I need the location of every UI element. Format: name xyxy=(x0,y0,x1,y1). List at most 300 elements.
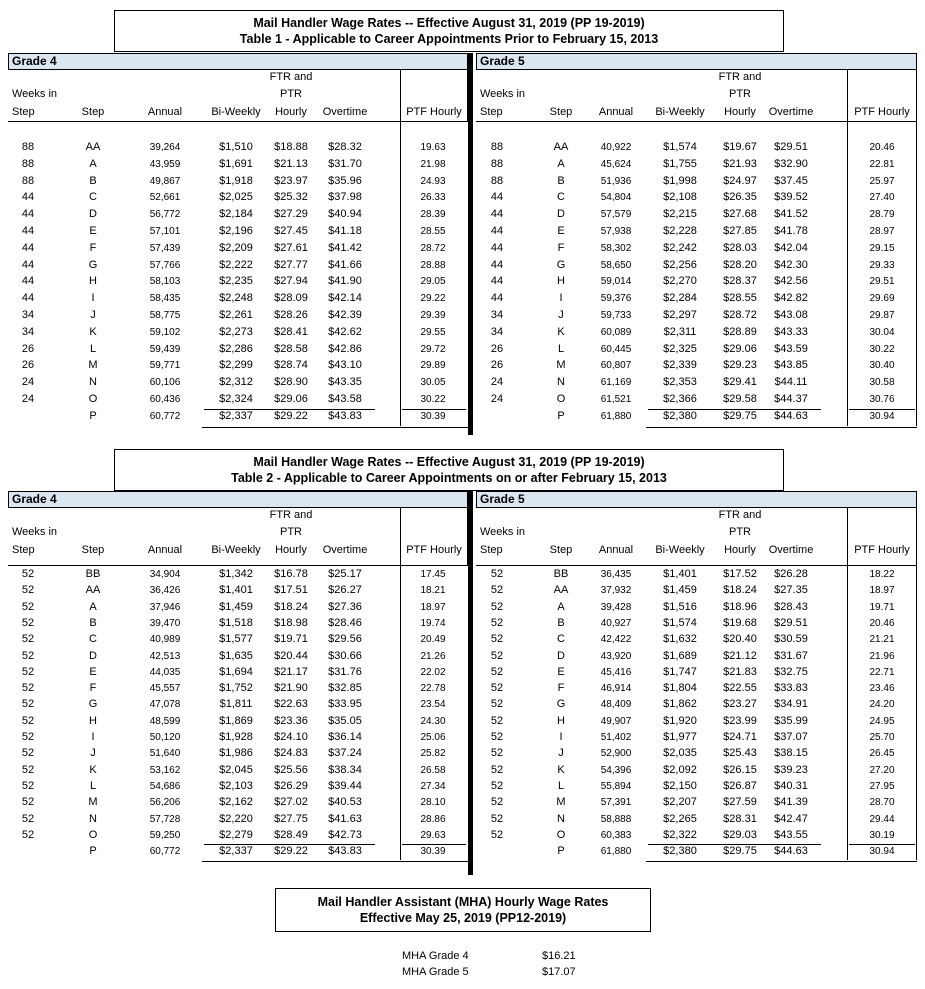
cell-step: O xyxy=(556,828,566,841)
cell-step: E xyxy=(557,665,565,678)
cell-weeks: 44 xyxy=(21,258,35,271)
mha-label: MHA Grade 4 xyxy=(402,950,469,962)
cell-step: O xyxy=(88,828,98,841)
cell-ptf: 30.94 xyxy=(869,410,895,422)
cell-ptf: 25.06 xyxy=(420,732,446,743)
cell-step: M xyxy=(556,359,566,372)
cell-weeks: 24 xyxy=(490,376,504,389)
step-header: Step xyxy=(549,106,573,118)
cell-annual: 55,894 xyxy=(600,780,632,792)
cell-overtime: $28.32 xyxy=(328,141,362,153)
cell-biweekly: $2,108 xyxy=(663,191,697,204)
cell-biweekly: $1,928 xyxy=(219,731,253,743)
cell-annual: 54,804 xyxy=(600,192,632,204)
cell-ptf: 18.97 xyxy=(869,585,895,597)
cell-ptf: 28.70 xyxy=(869,797,895,809)
cell-annual: 61,880 xyxy=(600,846,632,858)
cell-ptf: 30.05 xyxy=(420,377,446,389)
cell-weeks: 52 xyxy=(490,584,504,597)
cell-ptf: 30.39 xyxy=(420,410,446,422)
cell-annual: 58,775 xyxy=(149,310,181,321)
cell-annual: 59,439 xyxy=(149,343,181,355)
cell-overtime: $32.75 xyxy=(774,665,808,678)
table-row xyxy=(8,274,468,289)
cell-ptf: 27.20 xyxy=(869,764,895,776)
cell-step: N xyxy=(89,812,97,825)
cell-hourly: $18.24 xyxy=(723,584,757,597)
cell-step: E xyxy=(89,665,97,678)
cell-hourly: $29.58 xyxy=(723,393,757,405)
table-row xyxy=(476,828,917,843)
grade-header: Grade 4 xyxy=(8,491,468,508)
cell-weeks: 52 xyxy=(21,779,35,792)
ptr-header: PTR xyxy=(280,88,302,100)
cell-step: B xyxy=(557,616,565,629)
cell-biweekly: $2,270 xyxy=(663,275,697,288)
cell-biweekly: $1,691 xyxy=(219,157,253,170)
cell-hourly: $18.88 xyxy=(274,141,308,153)
cell-overtime: $40.53 xyxy=(328,796,362,809)
cell-weeks: 52 xyxy=(490,633,504,646)
cell-step: H xyxy=(89,275,97,288)
cell-hourly: $26.87 xyxy=(723,779,757,792)
table-row xyxy=(8,567,468,582)
cell-hourly: $18.24 xyxy=(274,600,308,613)
cell-ptf: 29.15 xyxy=(869,242,895,254)
cell-weeks: 44 xyxy=(490,275,504,288)
cell-hourly: $28.74 xyxy=(274,359,308,372)
cell-weeks: 52 xyxy=(490,649,504,662)
table-row xyxy=(476,697,917,712)
cell-biweekly: $1,752 xyxy=(219,682,253,695)
cell-step: BB xyxy=(85,568,101,580)
cell-overtime: $39.52 xyxy=(774,191,808,204)
cell-biweekly: $1,632 xyxy=(663,633,697,646)
hourly-header: Hourly xyxy=(724,106,756,118)
cell-ptf: 28.97 xyxy=(869,226,895,237)
cell-weeks: 52 xyxy=(490,763,504,776)
cell-biweekly: $1,518 xyxy=(219,616,253,629)
cell-overtime: $26.27 xyxy=(328,584,362,597)
cell-biweekly: $2,353 xyxy=(663,376,697,389)
biweekly-header: Bi-Weekly xyxy=(211,106,261,118)
cell-biweekly: $2,339 xyxy=(663,359,697,372)
cell-biweekly: $2,322 xyxy=(663,828,697,841)
cell-step: A xyxy=(557,157,565,170)
ptr-header: PTR xyxy=(280,526,302,538)
cell-hourly: $18.98 xyxy=(274,616,308,629)
table-row xyxy=(8,632,468,647)
cell-hourly: $28.37 xyxy=(723,275,757,288)
cell-biweekly: $1,998 xyxy=(663,174,697,187)
table-row xyxy=(476,174,917,189)
table-row xyxy=(8,763,468,778)
cell-annual: 52,661 xyxy=(149,192,181,204)
total-underline xyxy=(648,844,712,845)
cell-ptf: 27.40 xyxy=(869,192,895,204)
cell-hourly: $16.78 xyxy=(274,568,308,580)
cell-ptf: 29.05 xyxy=(420,276,446,288)
cell-step: B xyxy=(557,174,565,187)
cell-ptf: 29.87 xyxy=(869,310,895,321)
table2-grade4-panel xyxy=(8,491,468,875)
cell-weeks: 44 xyxy=(490,191,504,204)
cell-overtime: $33.95 xyxy=(328,698,362,711)
cell-ptf: 27.95 xyxy=(869,780,895,792)
cell-biweekly: $1,510 xyxy=(219,141,253,153)
cell-annual: 46,914 xyxy=(600,683,632,695)
ptf-hourly-header: PTF Hourly xyxy=(406,106,462,118)
table-row xyxy=(8,714,468,729)
cell-weeks: 26 xyxy=(490,359,504,372)
cell-ptf: 28.79 xyxy=(869,209,895,221)
header-bottom-line xyxy=(8,121,468,122)
table-row xyxy=(476,600,917,615)
ptf-left-line xyxy=(400,565,401,860)
ptf-header-box xyxy=(847,508,917,566)
cell-hourly: $25.43 xyxy=(723,747,757,760)
cell-step: P xyxy=(89,409,97,422)
cell-overtime: $42.62 xyxy=(328,325,362,338)
weeks-in-header: Weeks in xyxy=(480,88,526,100)
cell-ptf: 21.98 xyxy=(420,158,446,170)
cell-annual: 51,640 xyxy=(149,748,181,760)
cell-biweekly: $1,516 xyxy=(663,600,697,613)
cell-biweekly: $1,401 xyxy=(663,568,697,580)
table-row xyxy=(476,730,917,745)
table-row xyxy=(8,140,468,155)
cell-annual: 37,932 xyxy=(600,585,632,597)
cell-ptf: 29.69 xyxy=(869,293,895,305)
cell-overtime: $42.47 xyxy=(774,812,808,825)
cell-weeks: 52 xyxy=(490,828,504,841)
table-row xyxy=(8,308,468,323)
cell-step: D xyxy=(89,208,97,221)
cell-hourly: $18.96 xyxy=(723,600,757,613)
cell-step: AA xyxy=(553,584,569,597)
cell-ptf: 26.33 xyxy=(420,192,446,204)
cell-step: C xyxy=(89,633,97,646)
cell-ptf: 19.74 xyxy=(420,617,446,629)
cell-biweekly: $1,811 xyxy=(219,698,253,711)
total-underline xyxy=(402,409,466,410)
cell-biweekly: $2,311 xyxy=(663,325,697,338)
cell-biweekly: $2,366 xyxy=(663,393,697,405)
cell-hourly: $25.32 xyxy=(274,191,308,204)
table-row xyxy=(476,779,917,794)
cell-overtime: $27.36 xyxy=(328,600,362,613)
cell-ptf: 30.76 xyxy=(869,394,895,405)
table-row xyxy=(8,207,468,222)
cell-annual: 59,733 xyxy=(600,310,632,321)
cell-overtime: $27.35 xyxy=(774,584,808,597)
cell-annual: 57,766 xyxy=(149,259,181,271)
annual-header: Annual xyxy=(598,544,634,556)
cell-step: F xyxy=(557,241,565,254)
ptf-hourly-header: PTF Hourly xyxy=(854,544,910,556)
ptf-left-line xyxy=(400,121,401,426)
cell-step: C xyxy=(557,191,565,204)
cell-step: AA xyxy=(85,584,101,597)
cell-biweekly: $1,574 xyxy=(663,616,697,629)
cell-weeks: 52 xyxy=(490,714,504,727)
biweekly-header: Bi-Weekly xyxy=(655,106,705,118)
table-row xyxy=(476,392,917,407)
table1-grade5-panel xyxy=(476,53,917,435)
mha-value: $16.21 xyxy=(542,950,576,962)
cell-ptf: 28.55 xyxy=(420,226,446,237)
cell-ptf: 30.39 xyxy=(420,846,446,858)
cell-overtime: $31.67 xyxy=(774,649,808,662)
cell-ptf: 30.19 xyxy=(869,829,895,841)
total-underline xyxy=(761,844,821,845)
cell-ptf: 29.72 xyxy=(420,343,446,355)
cell-weeks: 52 xyxy=(490,568,504,580)
cell-biweekly: $2,273 xyxy=(219,325,253,338)
table-row xyxy=(476,325,917,340)
cell-ptf: 18.97 xyxy=(420,601,446,613)
cell-hourly: $29.22 xyxy=(274,845,308,858)
cell-biweekly: $1,804 xyxy=(663,682,697,695)
table-row xyxy=(476,567,917,582)
cell-step: A xyxy=(89,600,97,613)
cell-biweekly: $2,215 xyxy=(663,208,697,221)
cell-weeks: 52 xyxy=(21,633,35,646)
cell-hourly: $23.36 xyxy=(274,714,308,727)
cell-overtime: $41.39 xyxy=(774,796,808,809)
cell-hourly: $29.06 xyxy=(723,342,757,355)
table2-grade5-panel xyxy=(476,491,917,875)
cell-biweekly: $1,342 xyxy=(219,568,253,580)
cell-overtime: $38.15 xyxy=(774,747,808,760)
cell-biweekly: $2,261 xyxy=(219,309,253,321)
cell-annual: 34,904 xyxy=(149,569,181,580)
cell-biweekly: $2,380 xyxy=(663,409,697,422)
cell-hourly: $19.71 xyxy=(274,633,308,646)
weeks-in-header: Weeks in xyxy=(12,88,58,100)
cell-overtime: $29.51 xyxy=(774,141,808,153)
cell-ptf: 30.04 xyxy=(869,326,895,338)
cell-biweekly: $2,380 xyxy=(663,845,697,858)
table-row xyxy=(476,258,917,273)
cell-annual: 59,102 xyxy=(149,326,181,338)
cell-annual: 60,106 xyxy=(149,377,181,389)
cell-step: F xyxy=(89,682,97,695)
table-row xyxy=(8,392,468,407)
mha-row-grade5 xyxy=(402,966,469,978)
cell-biweekly: $2,162 xyxy=(219,796,253,809)
cell-step: M xyxy=(556,796,566,809)
cell-step: B xyxy=(89,174,97,187)
cell-step: L xyxy=(557,779,565,792)
cell-weeks: 52 xyxy=(21,568,35,580)
cell-hourly: $20.40 xyxy=(723,633,757,646)
cell-weeks: 88 xyxy=(490,157,504,170)
cell-hourly: $23.27 xyxy=(723,698,757,711)
cell-step: H xyxy=(557,275,565,288)
cell-ptf: 22.81 xyxy=(869,158,895,170)
cell-step: A xyxy=(557,600,565,613)
cell-ptf: 25.97 xyxy=(869,175,895,187)
cell-annual: 42,422 xyxy=(600,634,632,646)
total-underline xyxy=(263,409,319,410)
weeks-step-header: Step xyxy=(12,106,35,118)
cell-weeks: 34 xyxy=(490,325,504,338)
cell-overtime: $37.24 xyxy=(328,747,362,760)
table-row xyxy=(8,174,468,189)
cell-hourly: $21.90 xyxy=(274,682,308,695)
grade-header: Grade 5 xyxy=(476,491,917,508)
cell-biweekly: $2,312 xyxy=(219,376,253,389)
cell-ptf: 24.95 xyxy=(869,715,895,727)
cell-weeks: 52 xyxy=(21,600,35,613)
cell-step: N xyxy=(89,376,97,389)
cell-annual: 36,426 xyxy=(149,585,181,597)
cell-ptf: 20.46 xyxy=(869,142,895,153)
cell-biweekly: $2,337 xyxy=(219,409,253,422)
cell-annual: 37,946 xyxy=(149,601,181,613)
cell-biweekly: $1,694 xyxy=(219,665,253,678)
table-row xyxy=(8,258,468,273)
cell-overtime: $29.51 xyxy=(774,616,808,629)
cell-step: P xyxy=(89,845,97,858)
cell-biweekly: $1,459 xyxy=(663,584,697,597)
grade-header: Grade 4 xyxy=(8,53,468,70)
table-row xyxy=(8,828,468,843)
cell-ptf: 29.63 xyxy=(420,829,446,841)
table-row xyxy=(8,779,468,794)
cell-step: H xyxy=(89,714,97,727)
cell-weeks: 52 xyxy=(490,600,504,613)
cell-weeks: 52 xyxy=(490,731,504,743)
cell-step: I xyxy=(91,731,95,743)
cell-ptf: 30.40 xyxy=(869,360,895,372)
cell-biweekly: $2,209 xyxy=(219,241,253,254)
cell-hourly: $21.83 xyxy=(723,665,757,678)
table-row xyxy=(476,763,917,778)
cell-annual: 57,101 xyxy=(149,226,181,237)
cell-step: K xyxy=(557,763,565,776)
cell-biweekly: $2,235 xyxy=(219,275,253,288)
total-underline xyxy=(849,409,915,410)
cell-annual: 58,650 xyxy=(600,259,632,271)
cell-overtime: $41.42 xyxy=(328,241,362,254)
cell-hourly: $28.20 xyxy=(723,258,757,271)
cell-weeks: 44 xyxy=(490,225,504,237)
cell-annual: 60,445 xyxy=(600,343,632,355)
table2-title-line2: Table 2 - Applicable to Career Appointments on or after February 15, 2013 xyxy=(231,471,667,485)
cell-biweekly: $2,297 xyxy=(663,309,697,321)
cell-overtime: $35.99 xyxy=(774,714,808,727)
cell-ptf: 28.10 xyxy=(420,797,446,809)
cell-step: J xyxy=(558,309,564,321)
table2-center-divider xyxy=(468,491,473,875)
cell-weeks: 34 xyxy=(21,309,35,321)
cell-weeks: 52 xyxy=(21,665,35,678)
cell-annual: 57,938 xyxy=(600,226,632,237)
cell-annual: 48,409 xyxy=(600,699,632,711)
cell-biweekly: $1,574 xyxy=(663,141,697,153)
cell-annual: 57,579 xyxy=(600,209,632,221)
cell-step: BB xyxy=(553,568,569,580)
cell-overtime: $43.35 xyxy=(328,376,362,389)
cell-annual: 40,989 xyxy=(149,634,181,646)
cell-weeks: 52 xyxy=(21,616,35,629)
cell-annual: 42,513 xyxy=(149,650,181,662)
biweekly-header: Bi-Weekly xyxy=(211,544,261,556)
table-row xyxy=(8,342,468,357)
cell-biweekly: $2,150 xyxy=(663,779,697,792)
cell-weeks: 52 xyxy=(21,828,35,841)
cell-overtime: $42.73 xyxy=(328,828,362,841)
cell-biweekly: $2,256 xyxy=(663,258,697,271)
cell-weeks: 44 xyxy=(21,225,35,237)
panel-bottom-line xyxy=(202,427,468,428)
cell-overtime: $31.70 xyxy=(328,157,362,170)
cell-hourly: $27.59 xyxy=(723,796,757,809)
cell-ptf: 22.02 xyxy=(420,666,446,678)
cell-step: D xyxy=(89,649,97,662)
weeks-in-header: Weeks in xyxy=(480,526,526,538)
cell-weeks: 88 xyxy=(490,174,504,187)
cell-hourly: $28.58 xyxy=(274,342,308,355)
cell-step: O xyxy=(88,393,98,405)
cell-overtime: $40.94 xyxy=(328,208,362,221)
cell-overtime: $36.14 xyxy=(328,731,362,743)
table-row xyxy=(476,665,917,680)
cell-annual: 58,302 xyxy=(600,242,632,254)
ptf-hourly-header: PTF Hourly xyxy=(406,544,462,556)
cell-annual: 40,922 xyxy=(600,142,632,153)
cell-hourly: $21.12 xyxy=(723,649,757,662)
overtime-header: Overtime xyxy=(322,544,368,556)
cell-biweekly: $1,862 xyxy=(663,698,697,711)
cell-annual: 60,436 xyxy=(149,394,181,405)
cell-hourly: $27.94 xyxy=(274,275,308,288)
cell-hourly: $22.55 xyxy=(723,682,757,695)
cell-annual: 52,900 xyxy=(600,748,632,760)
table1-title-box xyxy=(114,10,784,52)
cell-ptf: 24.93 xyxy=(420,175,446,187)
cell-ptf: 26.45 xyxy=(869,748,895,760)
mha-row-grade4 xyxy=(402,950,469,962)
cell-hourly: $29.03 xyxy=(723,828,757,841)
cell-annual: 44,035 xyxy=(149,666,181,678)
cell-weeks: 52 xyxy=(21,682,35,695)
cell-step: K xyxy=(89,763,97,776)
cell-hourly: $27.61 xyxy=(274,241,308,254)
table1-center-divider xyxy=(468,53,473,435)
table-row xyxy=(8,241,468,256)
cell-annual: 40,927 xyxy=(600,617,632,629)
cell-biweekly: $2,248 xyxy=(219,292,253,305)
cell-overtime: $39.23 xyxy=(774,763,808,776)
cell-hourly: $23.97 xyxy=(274,174,308,187)
cell-ptf: 30.22 xyxy=(420,394,446,405)
cell-hourly: $26.35 xyxy=(723,191,757,204)
cell-weeks: 44 xyxy=(21,208,35,221)
cell-annual: 49,867 xyxy=(149,175,181,187)
cell-hourly: $27.68 xyxy=(723,208,757,221)
cell-biweekly: $2,103 xyxy=(219,779,253,792)
cell-overtime: $43.55 xyxy=(774,828,808,841)
cell-annual: 43,920 xyxy=(600,650,632,662)
cell-weeks: 52 xyxy=(21,796,35,809)
annual-header: Annual xyxy=(598,106,634,118)
mha-value-grade4 xyxy=(542,950,576,962)
cell-hourly: $24.83 xyxy=(274,747,308,760)
cell-overtime: $43.08 xyxy=(774,309,808,321)
